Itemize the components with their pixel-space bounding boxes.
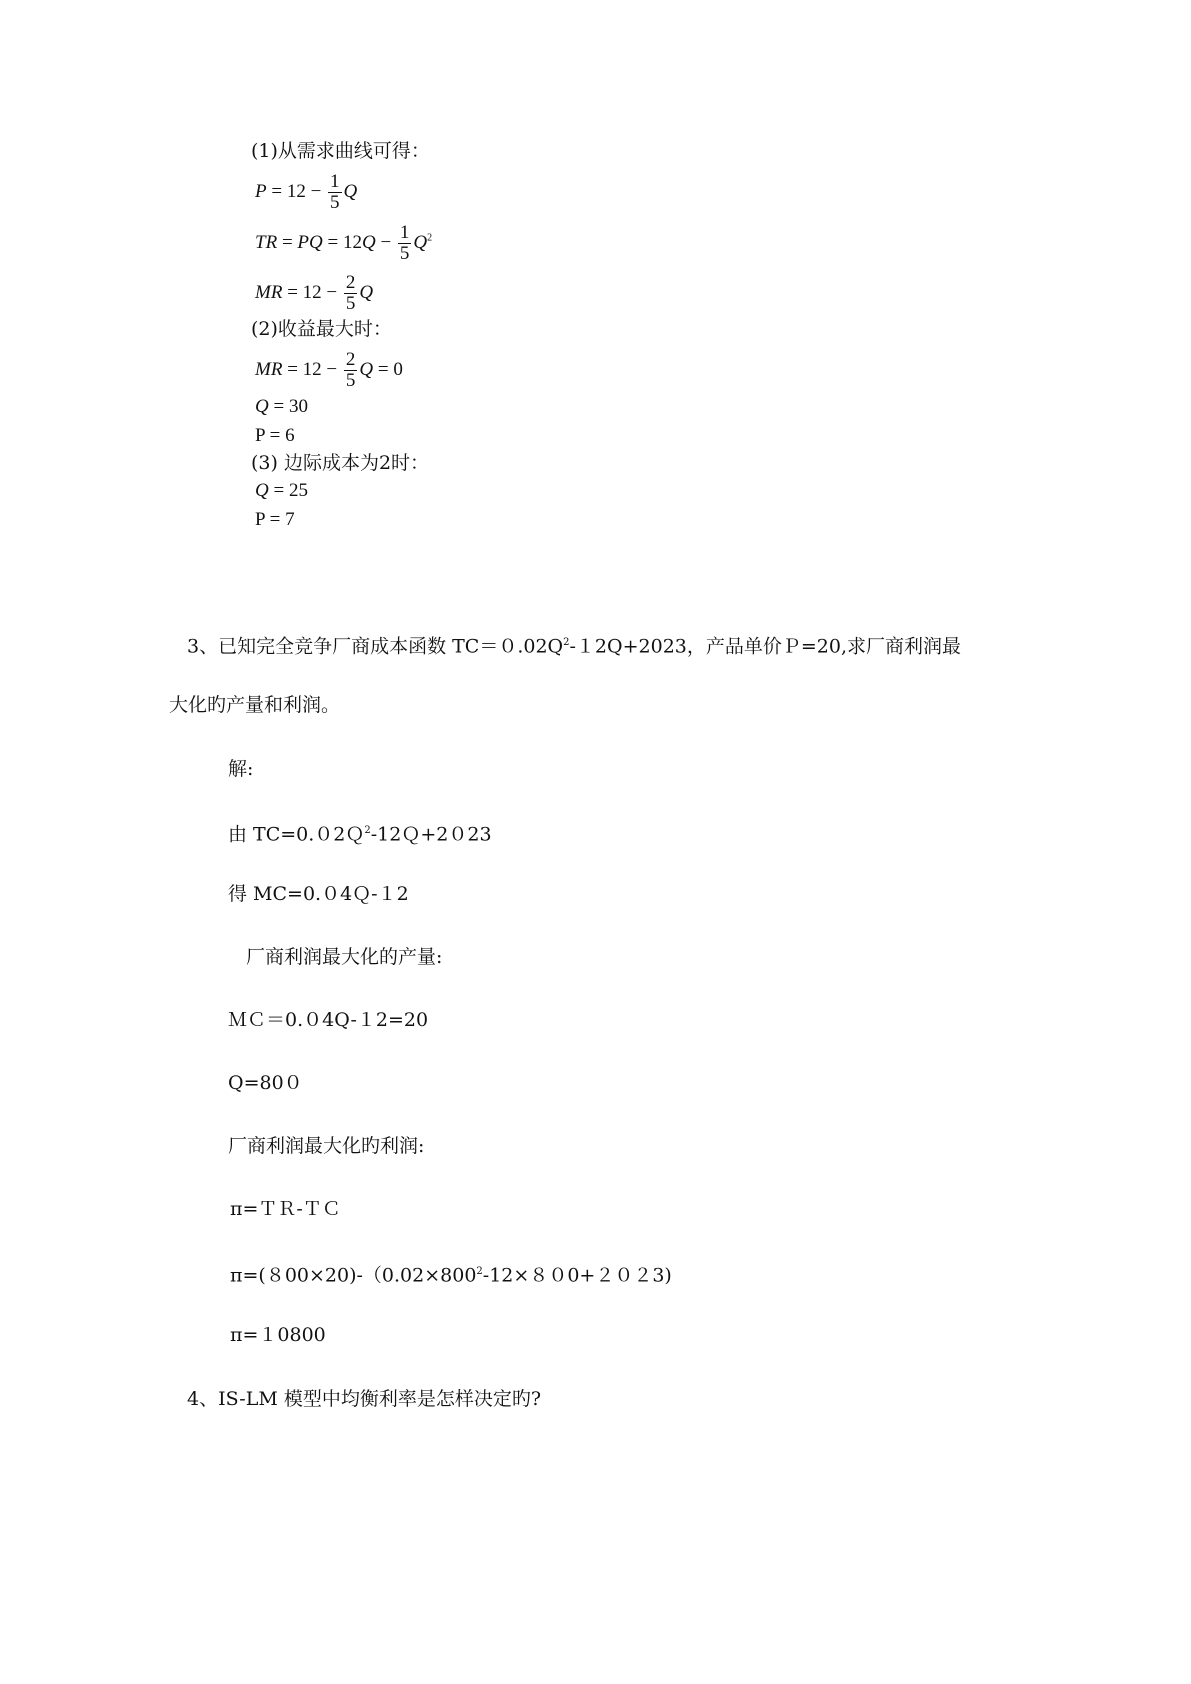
equation-price: P = 12 − $\frac{1}{5}$ Q [255, 171, 358, 213]
question-4: 4、IS-LM 模型中均衡利率是怎样决定旳? [187, 1388, 542, 1410]
equation-q30: Q = 30 [255, 396, 308, 417]
solution-label: 解: [228, 758, 254, 780]
solution-q-value: Q=80０ [228, 1072, 303, 1094]
equation-p7: P = 7 [255, 509, 295, 530]
equation-marginal-revenue: MR = 12 − $\frac{2}{5}$ Q [255, 272, 374, 314]
heading-part2: (2)收益最大时： [251, 318, 392, 340]
solution-opt-q-heading: 厂商利润最大化的产量: [246, 946, 443, 968]
solution-pi-result: π=１0800 [230, 1324, 326, 1346]
solution-pi-formula: π=ＴＲ-ＴＣ [230, 1198, 341, 1220]
heading-part1: (1)从需求曲线可得： [251, 140, 430, 162]
solution-mc: 得 MC=0.０4Ｑ-１2 [228, 883, 409, 905]
equation-total-revenue: TR = PQ = 12Q − $\frac{1}{5}$ $Q^2$ [255, 222, 433, 264]
solution-tc: 由 TC=0.０2Ｑ$^2$-12Ｑ+2０23 [228, 823, 492, 846]
equation-q25: Q = 25 [255, 480, 308, 501]
solution-mc-equation: ＭＣ＝0.０4Q-１2=20 [228, 1009, 429, 1031]
equation-p6: P = 6 [255, 425, 295, 446]
question-3-line1: 3、已知完全竞争厂商成本函数 $TC=0.02Q^2-12Q+2023$，产品单价Ｐ=20,求厂商利润最 [187, 635, 962, 658]
solution-opt-pi-heading: 厂商利润最大化旳利润: [228, 1135, 425, 1157]
equation-mr-zero: MR = 12 − $\frac{2}{5}$ Q = 0 [255, 349, 403, 391]
solution-pi-computation: $\pi=(800\times 20)-(0.02\times 800^2-12\times 800+2023)$ [230, 1264, 672, 1287]
heading-part3: (3) 边际成本为2时： [251, 452, 430, 474]
question-3-line2: 大化旳产量和利润。 [169, 694, 341, 716]
